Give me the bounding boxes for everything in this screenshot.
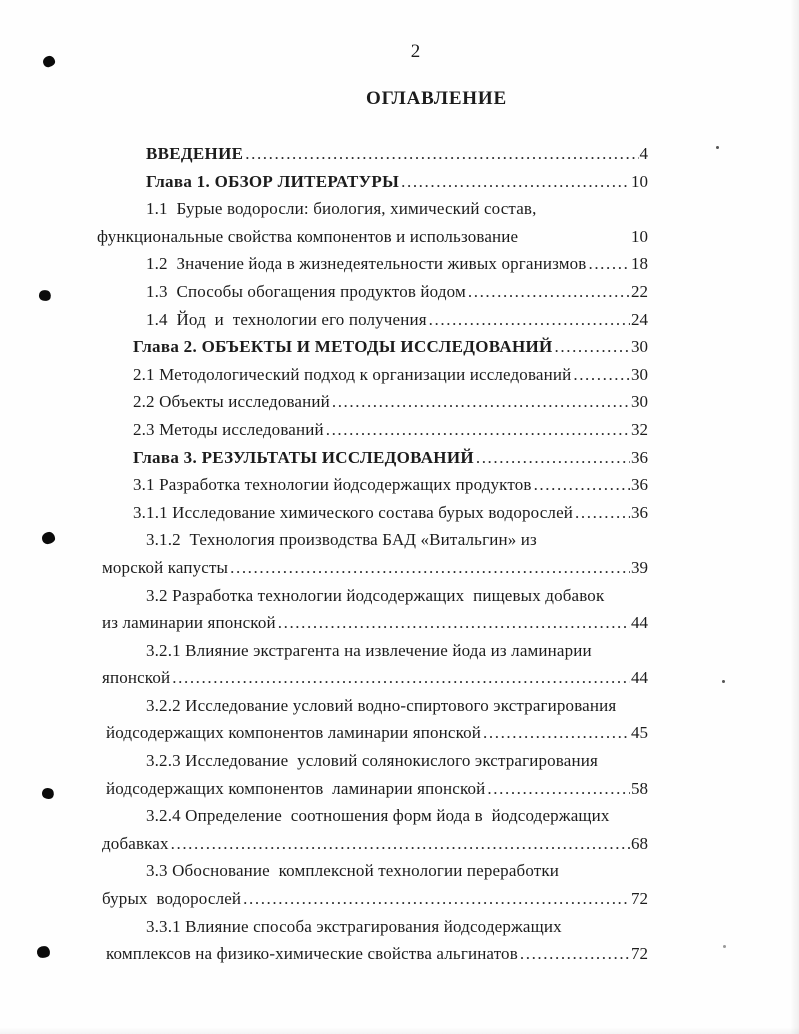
toc-entry <box>97 499 648 527</box>
dot-leader <box>520 940 630 968</box>
toc-entry-page: 32 <box>631 419 648 439</box>
toc-entry <box>97 526 648 554</box>
toc-entry-text: ВВЕДЕНИЕ <box>146 144 244 163</box>
dot-leader <box>230 554 630 582</box>
toc-entry-page: 44 <box>631 668 648 688</box>
toc-entry-page: 68 <box>631 833 648 853</box>
dot-leader <box>476 444 630 472</box>
toc-entry-page: 36 <box>631 475 648 495</box>
scan-edge-shadow-right <box>790 0 799 1034</box>
toc-entry <box>97 306 648 334</box>
toc-entry-text: 1.1 Бурые водоросли: биология, химический состав, <box>146 199 537 219</box>
toc-entry-page: 30 <box>631 364 648 384</box>
scan-speck <box>722 680 725 683</box>
toc-entry-page: 30 <box>631 337 648 357</box>
toc-entry-text: японской <box>102 668 171 688</box>
toc-entry-text: 1.4 Йод и технологии его получения <box>146 309 427 329</box>
toc-entry <box>97 250 648 278</box>
toc-entry <box>97 444 648 472</box>
toc-entry-page: 39 <box>631 557 648 577</box>
dot-leader <box>555 333 630 361</box>
dot-leader <box>243 885 630 913</box>
dot-leader <box>575 499 630 527</box>
dot-leader <box>534 471 630 499</box>
toc-entry-text: Глава 3. РЕЗУЛЬТАТЫ ИССЛЕДОВАНИЙ <box>133 447 474 467</box>
toc-entry <box>97 278 648 306</box>
page-title: ОГЛАВЛЕНИЕ <box>366 88 507 109</box>
toc-entry-text: 3.2.2 Исследование условий водно-спиртового экстрагирования <box>146 695 617 715</box>
page-number: 2 <box>410 41 421 62</box>
toc-entry <box>97 692 648 720</box>
toc-entry-page: 22 <box>631 281 648 301</box>
toc-entry <box>97 582 648 610</box>
dot-leader <box>487 775 630 803</box>
toc-entry <box>97 637 648 665</box>
toc-entry-page: 72 <box>631 944 648 964</box>
dot-leader <box>172 664 630 692</box>
toc-entry <box>97 802 648 830</box>
toc-entry <box>97 830 648 858</box>
toc-entry-text: 3.2 Разработка технологии йодсодержащих пищевых добавок <box>146 585 605 605</box>
toc-entry <box>97 416 648 444</box>
toc-entry-page: 30 <box>631 392 648 412</box>
toc-entry <box>97 361 648 389</box>
toc-entry <box>97 775 648 803</box>
toc-entry-page: 72 <box>631 889 648 909</box>
dot-leader <box>278 609 630 637</box>
toc-entry <box>97 913 648 941</box>
toc-entry-text: функциональные свойства компонентов и использование <box>97 226 519 246</box>
toc-entry-text: 1.2 Значение йода в жизнедеятельности живых организмов <box>146 254 587 274</box>
ink-blot <box>38 288 53 302</box>
toc-entry-text: 3.3 Обоснование комплексной технологии переработки <box>146 861 559 881</box>
toc-entry-text: 2.3 Методы исследований <box>133 419 324 439</box>
table-of-contents <box>97 140 648 968</box>
toc-entry <box>97 195 648 223</box>
toc-entry <box>97 857 648 885</box>
toc-entry-text: 3.2.1 Влияние экстрагента на извлечение йода из ламинарии <box>146 640 592 660</box>
scan-edge-shadow-bottom <box>0 1027 799 1034</box>
toc-entry-page: 44 <box>631 613 648 633</box>
toc-entry-text: йодсодержащих компонентов ламинарии японской <box>106 723 482 743</box>
toc-entry-text: 3.2.3 Исследование условий солянокислого экстрагирования <box>146 751 598 771</box>
toc-entry-page: 10 <box>631 171 648 191</box>
dot-leader <box>468 278 630 306</box>
toc-entry <box>97 664 648 692</box>
toc-entry-page: 24 <box>631 309 648 329</box>
dot-leader <box>429 306 630 334</box>
toc-entry-text: йодсодержащих компонентов ламинарии японской <box>106 778 486 798</box>
toc-entry <box>97 719 648 747</box>
dot-leader <box>245 140 638 168</box>
toc-entry-page: 10 <box>631 226 648 246</box>
toc-entry-text: 3.1.1 Исследование химического состава бурых водорослей <box>133 502 574 522</box>
toc-entry-page: 18 <box>631 254 648 274</box>
scan-speck <box>716 146 719 149</box>
toc-entry-page: 58 <box>631 778 648 798</box>
toc-entry-page: 4 <box>639 144 648 163</box>
toc-entry-text: Глава 1. ОБЗОР ЛИТЕРАТУРЫ <box>146 171 400 191</box>
toc-entry <box>97 223 648 251</box>
toc-entry-page: 36 <box>631 447 648 467</box>
toc-entry <box>97 333 648 361</box>
toc-entry <box>97 554 648 582</box>
dot-leader <box>573 361 630 389</box>
toc-entry-text: 3.2.4 Определение соотношения форм йода в йодсодержащих <box>146 806 610 826</box>
toc-entry-text: комплексов на физико-химические свойства альгинатов <box>106 944 518 964</box>
toc-entry-text: 3.1 Разработка технологии йодсодержащих продуктов <box>133 475 532 495</box>
dot-leader <box>326 416 630 444</box>
toc-entry <box>97 168 648 196</box>
toc-entry-page: 45 <box>631 723 648 743</box>
toc-entry-text: добавках <box>102 833 169 853</box>
dot-leader <box>401 168 630 196</box>
toc-entry-text: 1.3 Способы обогащения продуктов йодом <box>146 281 466 301</box>
toc-entry-text: Глава 2. ОБЪЕКТЫ И МЕТОДЫ ИССЛЕДОВАНИЙ <box>133 337 553 357</box>
ink-blot <box>36 945 51 959</box>
toc-entry <box>97 609 648 637</box>
scan-speck <box>723 945 726 948</box>
ink-blot <box>41 531 55 544</box>
toc-entry-text: 3.3.1 Влияние способа экстрагирования йодсодержащих <box>146 916 562 936</box>
toc-entry <box>97 940 648 968</box>
ink-blot <box>40 786 56 801</box>
toc-entry-page: 36 <box>631 502 648 522</box>
dot-leader <box>332 388 630 416</box>
dot-leader <box>483 719 630 747</box>
toc-entry <box>97 140 648 168</box>
toc-entry-text: из ламинарии японской <box>102 613 276 633</box>
toc-entry <box>97 471 648 499</box>
toc-entry-text: морской капусты <box>102 557 229 577</box>
toc-entry <box>97 747 648 775</box>
dot-leader <box>588 250 630 278</box>
toc-entry-text: 2.2 Объекты исследований <box>133 392 330 412</box>
dot-leader <box>171 830 630 858</box>
toc-entry-text: 2.1 Методологический подход к организации исследований <box>133 364 572 384</box>
toc-entry <box>97 885 648 913</box>
toc-entry-text: 3.1.2 Технология производства БАД «Витальгин» из <box>146 530 537 550</box>
toc-entry-text: бурых водорослей <box>102 889 242 909</box>
toc-entry <box>97 388 648 416</box>
